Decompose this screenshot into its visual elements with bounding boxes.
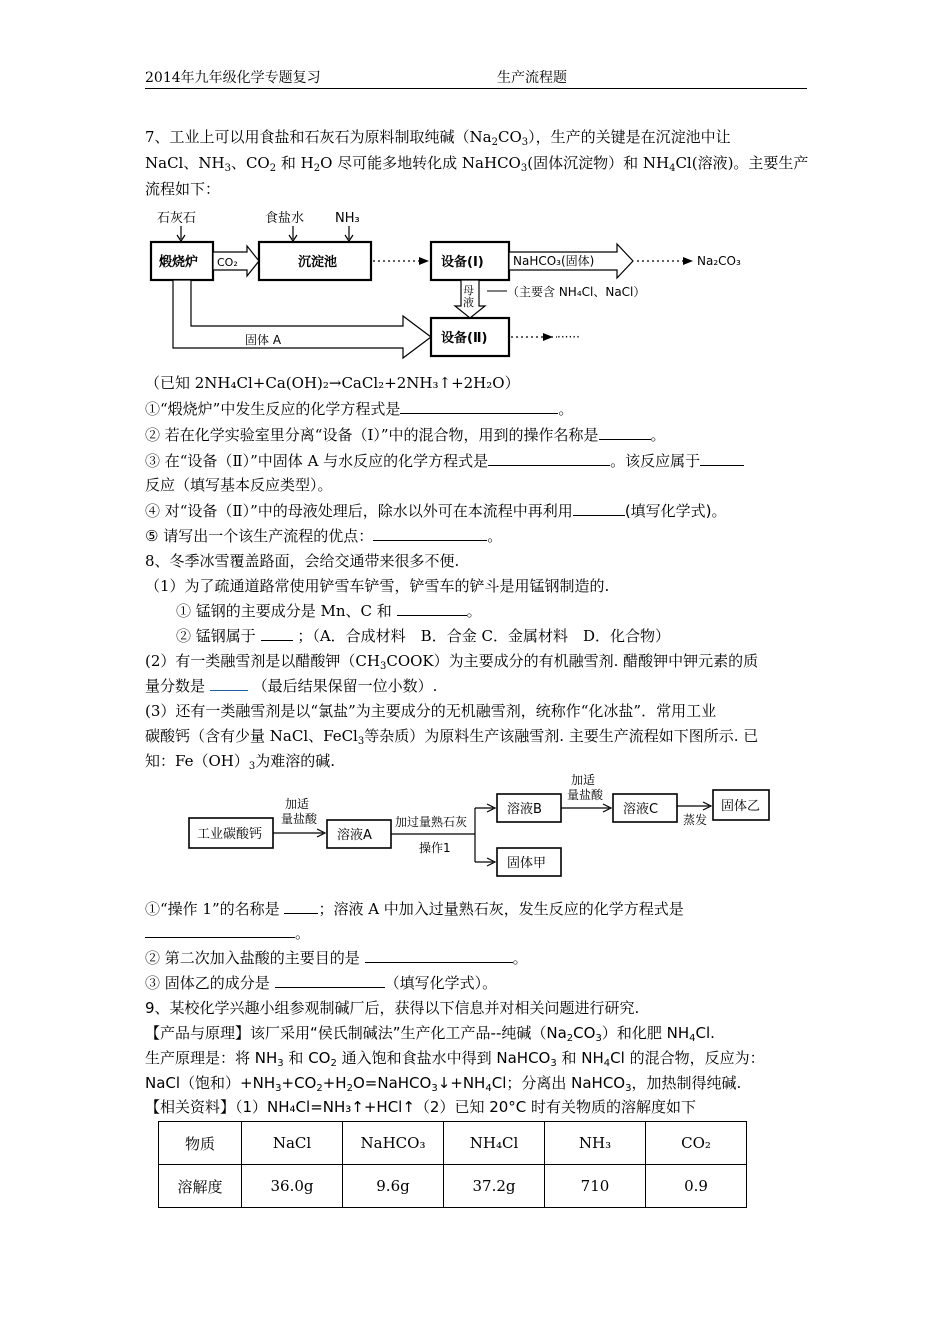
answer-blank[interactable] <box>599 425 651 440</box>
label-na2co3: Na₂CO₃ <box>697 254 741 268</box>
table-cell: 物质 <box>159 1122 242 1165</box>
label-shiyanshui: 食盐水 <box>265 211 305 226</box>
answer-blank[interactable] <box>400 399 558 414</box>
table-cell: 溶解度 <box>159 1165 242 1208</box>
answer-blank[interactable] <box>210 676 248 691</box>
label-shebei2: 设备(Ⅱ) <box>441 331 488 346</box>
table-row <box>159 1165 747 1208</box>
q7-q2: ② 若在化学实验室里分离“设备（I）”中的混合物，用到的操作名称是 。 <box>145 426 666 444</box>
label-nahco3: NaHCO₃(固体) <box>513 254 595 268</box>
label-addhcl1a: 加适 <box>285 797 310 811</box>
label-solc: 溶液C <box>623 802 659 817</box>
table-cell: 710 <box>545 1165 646 1208</box>
answer-blank[interactable] <box>261 626 293 641</box>
q8-p1: （1）为了疏通道路常使用铲雪车铲雪，铲雪车的铲斗是用锰钢制造的. <box>145 577 610 595</box>
label-sola: 溶液A <box>337 828 372 843</box>
q8-p1a: ① 锰钢的主要成分是 Mn、C 和 。 <box>176 602 482 620</box>
label-addhcl2a: 加适 <box>571 773 596 787</box>
answer-blank[interactable] <box>275 973 385 988</box>
answer-blank[interactable] <box>284 899 318 914</box>
q7-known: （已知 2NH₄Cl+Ca(OH)₂→CaCl₂+2NH₃↑+2H₂O） <box>145 374 520 392</box>
label-co2: CO₂ <box>217 256 238 269</box>
q9-l3: NaCl（饱和）$+NH_3+CO_2+H_2O=NaHCO_3↓+NH_4Cl$；分离出 NaHCO$_3$，加热制得纯碱. <box>145 1074 742 1094</box>
label-mainly: （主要含 NH₄Cl、NaCl） <box>507 285 646 299</box>
solubility-table <box>158 1121 747 1208</box>
table-cell: 36.0g <box>242 1165 343 1208</box>
q7-line3: 流程如下： <box>145 180 221 198</box>
table-cell: NH₃ <box>545 1122 646 1165</box>
q9-l1: 【产品与原理】该厂采用“侯氏制碱法”生产化工产品--纯碱$(Na_2CO_3)$和化肥 $NH_4Cl$. <box>145 1024 715 1044</box>
label-addlime: 加过量熟石灰 <box>395 815 468 829</box>
answer-blank[interactable] <box>365 948 513 963</box>
svg-text:······: ······ <box>557 330 580 344</box>
answer-blank[interactable] <box>488 451 610 466</box>
table-cell: NaHCO₃ <box>343 1122 444 1165</box>
q7-q5: ⑤ 请写出一个该生产流程的优点： 。 <box>145 527 503 545</box>
label-chendianchi: 沉淀池 <box>298 255 338 270</box>
label-duanshaolu: 煅烧炉 <box>159 255 199 270</box>
label-addhcl1b: 量盐酸 <box>281 812 318 826</box>
label-shebei1: 设备(Ⅰ) <box>441 255 484 270</box>
label-op1: 操作1 <box>419 841 451 855</box>
q9-l4: 【相关资料】（1）NH₄Cl=NH₃↑+HCl↑（2）已知 20°C 时有关物质的溶解度如下 <box>145 1098 697 1116</box>
q8-title: 8、冬季冰雪覆盖路面，会给交通带来很多不便. <box>145 552 460 570</box>
answer-blank[interactable] <box>373 526 487 541</box>
q8-p2-cont: 量分数是 （最后结果保留一位小数）. <box>145 677 438 695</box>
q7-q3-cont: 反应（填写基本反应类型）。 <box>145 476 333 494</box>
arrow-gutia <box>173 280 431 358</box>
label-solb: 溶液B <box>507 802 542 817</box>
label-shihuishi: 石灰石 <box>157 211 197 226</box>
page-header <box>145 64 807 89</box>
label-muye2: 液 <box>463 296 474 309</box>
q7-q3: ③ 在“设备（Ⅱ）”中固体 A 与水反应的化学方程式是 。该反应属于 <box>145 450 744 472</box>
q8-s1: ①“操作 1”的名称是 ；溶液 A 中加入过量熟石灰，发生反应的化学方程式是 <box>145 900 684 918</box>
q8-s1-cont: 。 <box>145 922 310 944</box>
table-cell: NaCl <box>242 1122 343 1165</box>
q7-flow-diagram <box>145 208 765 368</box>
answer-blank[interactable] <box>700 451 744 466</box>
table-cell: 37.2g <box>444 1165 545 1208</box>
answer-blank[interactable] <box>397 601 467 616</box>
table-header-row <box>159 1122 747 1165</box>
q8-s2: ② 第二次加入盐酸的主要目的是 。 <box>145 949 528 967</box>
label-caco3: 工业碳酸钙 <box>197 827 263 842</box>
q9-l2: 生产原理是：将 $NH_3$ 和 $CO_2$ 通入饱和食盐水中得到 NaHCO$_3$ 和 $NH_4Cl$ 的混合物，反应为： <box>145 1049 765 1069</box>
answer-blank[interactable] <box>145 923 295 938</box>
q8-p3: (3）还有一类融雪剂是以“氯盐”为主要成分的无机融雪剂，统称作“化冰盐”．常用工业 <box>145 702 717 720</box>
q8-p3-known: 知：$Fe(OH)_3$为难溶的碱. <box>145 752 335 772</box>
q8-p2: (2）有一类融雪剂是以醋酸钾$(CH_3COOK)$为主要成分的有机融雪剂. 醋酸钾中钾元素的质 <box>145 652 759 672</box>
table-cell: 9.6g <box>343 1165 444 1208</box>
table-cell: NH₄Cl <box>444 1122 545 1165</box>
label-solidyi: 固体乙 <box>721 799 761 814</box>
header-left: 2014年九年级化学专题复习 <box>145 70 321 86</box>
answer-blank[interactable] <box>573 501 625 516</box>
label-addhcl2b: 量盐酸 <box>567 788 604 802</box>
q7-q1: ①“煅烧炉”中发生反应的化学方程式是 。 <box>145 400 574 418</box>
label-nh3: NH₃ <box>335 211 360 226</box>
q7-q4: ④ 对“设备（Ⅱ）”中的母液处理后，除水以外可在本流程中再利用 (填写化学式)。 <box>145 502 727 520</box>
label-evap: 蒸发 <box>683 813 708 827</box>
q7-line1: 7、工业上可以用食盐和石灰石为原料制取纯碱$(Na_2CO_3)$，生产的关键是在沉淀池中让 <box>145 128 731 148</box>
table-cell: CO₂ <box>646 1122 747 1165</box>
table-cell: 0.9 <box>646 1165 747 1208</box>
q9-title: 9、某校化学兴趣小组参观制碱厂后，获得以下信息并对相关问题进行研究. <box>145 999 640 1017</box>
label-solidjia: 固体甲 <box>507 856 547 871</box>
q7-line2: NaCl、$NH_3$、$CO_2$ 和 $H_2O$ 尽可能多地转化成 NaHCO$_3$(固体沉淀物）和 $NH_4Cl$(溶液)。主要生产 <box>145 154 809 174</box>
q8-flow-diagram <box>185 770 785 882</box>
q8-s3: ③ 固体乙的成分是 （填写化学式）。 <box>145 974 498 992</box>
label-gutia: 固体 A <box>245 333 282 347</box>
label-muye1: 母 <box>463 284 474 297</box>
q8-p3-cont: 碳酸钙（含有少量 NaCl、FeCl$_3$等杂质）为原料生产该融雪剂. 主要生产流程如下图所示. 已 <box>145 727 759 747</box>
q8-p1b: ② 锰钢属于 ；（A．合成材料 B．合金 C．金属材料 D．化合物） <box>176 627 670 645</box>
header-center: 生产流程题 <box>497 70 567 86</box>
